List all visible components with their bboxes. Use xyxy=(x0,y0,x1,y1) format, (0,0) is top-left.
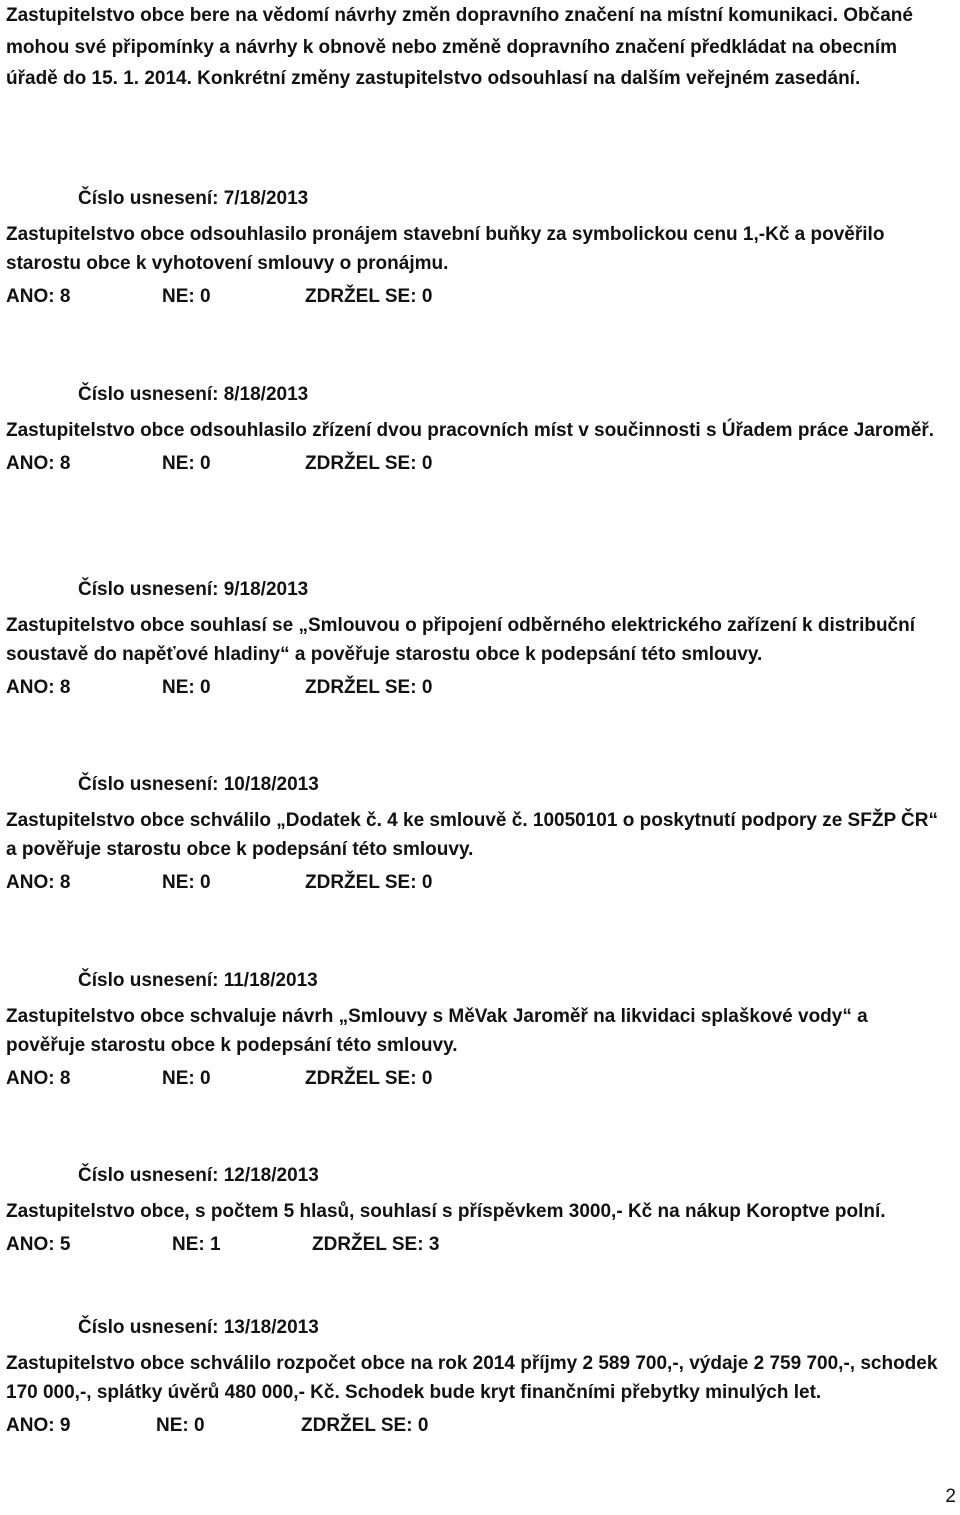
vote-result xyxy=(6,449,951,478)
resolution-12 xyxy=(6,1163,951,1259)
vote-no: NE: 0 xyxy=(162,286,211,307)
vote-yes: ANO: 8 xyxy=(6,677,71,698)
vote-yes: ANO: 9 xyxy=(6,1415,71,1436)
resolution-text: Zastupitelstvo obce schvaluje návrh „Smlouvy s MěVak Jaroměř na likvidaci splaškové vody“ a pověřuje starostu obce k podepsání této smlouvy. xyxy=(6,1006,868,1056)
vote-no: NE: 0 xyxy=(162,872,211,893)
vote-result xyxy=(6,282,951,311)
resolution-number: Číslo usnesení: 10/18/2013 xyxy=(78,774,319,795)
resolution-text: Zastupitelstvo obce odsouhlasilo pronájem stavební buňky za symbolickou cenu 1,-Kč a pověřilo starostu obce k vyhotovení smlouvy o pronájmu. xyxy=(6,224,885,274)
resolution-number: Číslo usnesení: 12/18/2013 xyxy=(78,1165,319,1186)
resolution-number: Číslo usnesení: 9/18/2013 xyxy=(78,579,309,600)
resolution-text: Zastupitelstvo obce schválilo „Dodatek č. 4 ke smlouvě č. 10050101 o poskytnutí podpory ze SFŽP ČR“ a pověřuje starostu obce k podepsání této smlouvy. xyxy=(6,810,938,860)
vote-result xyxy=(6,1064,951,1093)
vote-abstain: ZDRŽEL SE: 0 xyxy=(305,1068,433,1089)
vote-abstain: ZDRŽEL SE: 0 xyxy=(305,286,433,307)
vote-no: NE: 0 xyxy=(156,1415,205,1436)
resolution-7 xyxy=(6,186,951,311)
vote-yes: ANO: 8 xyxy=(6,872,71,893)
resolution-text: Zastupitelstvo obce souhlasí se „Smlouvou o připojení odběrného elektrického zařízení k distribuční soustavě do napěťové hladiny“ a pověřuje starostu obce k podepsání této smlouvy. xyxy=(6,615,916,665)
resolution-10 xyxy=(6,772,951,897)
resolution-13 xyxy=(6,1315,951,1440)
vote-no: NE: 1 xyxy=(172,1234,221,1255)
vote-yes: ANO: 8 xyxy=(6,1068,71,1089)
vote-no: NE: 0 xyxy=(162,677,211,698)
resolution-11 xyxy=(6,968,951,1093)
resolution-9 xyxy=(6,577,951,702)
vote-abstain: ZDRŽEL SE: 0 xyxy=(301,1415,429,1436)
resolution-8 xyxy=(6,382,951,478)
resolution-number: Číslo usnesení: 7/18/2013 xyxy=(78,188,309,209)
resolution-text: Zastupitelstvo obce, s počtem 5 hlasů, souhlasí s příspěvkem 3000,- Kč na nákup Koroptve polní. xyxy=(6,1201,886,1222)
resolution-text: Zastupitelstvo obce schválilo rozpočet obce na rok 2014 příjmy 2 589 700,-, výdaje 2 759 700,-, schodek 170 000,-, splátky úvěrů 480 000,- Kč. Schodek bude kryt finančními přebytky minulých let. xyxy=(6,1353,938,1403)
vote-yes: ANO: 8 xyxy=(6,453,71,474)
intro-paragraph: Zastupitelstvo obce bere na vědomí návrhy změn dopravního značení na místní komunikaci. Občané mohou své připomínky a návrhy k obnově nebo změně dopravního značení předkládat na obecním úřadě do 15. 1. 2014. Konkrétní změny zastupitelstvo odsouhlasí na dalším veřejném zasedání. xyxy=(6,5,913,89)
vote-abstain: ZDRŽEL SE: 0 xyxy=(305,453,433,474)
vote-result xyxy=(6,673,951,702)
vote-abstain: ZDRŽEL SE: 0 xyxy=(305,677,433,698)
vote-yes: ANO: 5 xyxy=(6,1234,71,1255)
resolution-text: Zastupitelstvo obce odsouhlasilo zřízení dvou pracovních míst v součinnosti s Úřadem práce Jaroměř. xyxy=(6,420,935,441)
vote-no: NE: 0 xyxy=(162,1068,211,1089)
vote-result xyxy=(6,1230,951,1259)
vote-no: NE: 0 xyxy=(162,453,211,474)
vote-result xyxy=(6,1411,951,1440)
resolution-number: Číslo usnesení: 11/18/2013 xyxy=(78,970,318,991)
resolution-number: Číslo usnesení: 8/18/2013 xyxy=(78,384,309,405)
page-number: 2 xyxy=(945,1486,956,1507)
vote-abstain: ZDRŽEL SE: 3 xyxy=(312,1234,440,1255)
vote-yes: ANO: 8 xyxy=(6,286,71,307)
resolution-number: Číslo usnesení: 13/18/2013 xyxy=(78,1317,319,1338)
vote-result xyxy=(6,868,951,897)
vote-abstain: ZDRŽEL SE: 0 xyxy=(305,872,433,893)
